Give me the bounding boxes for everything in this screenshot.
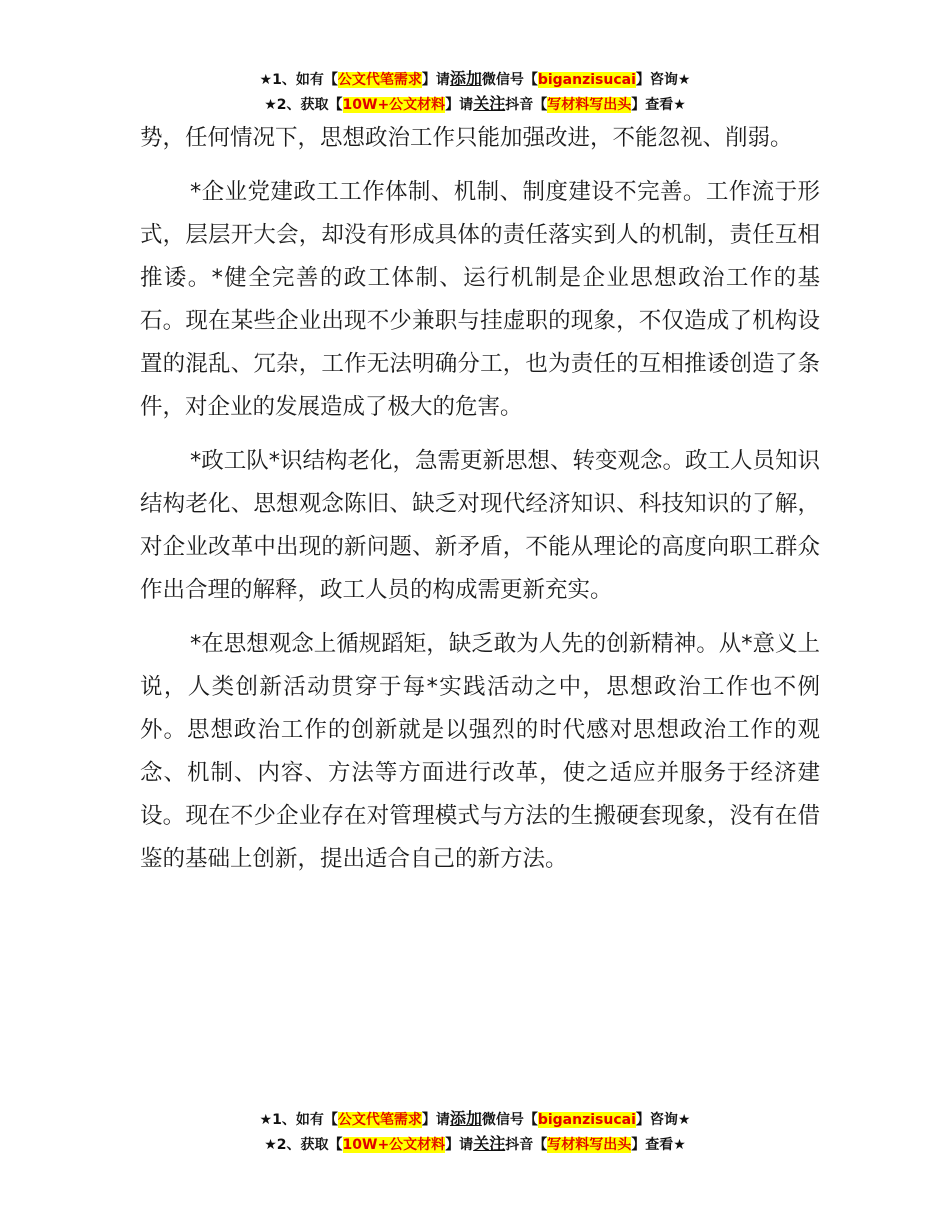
banner-text: 】咨询★ bbox=[635, 1112, 691, 1128]
document-body bbox=[140, 117, 820, 892]
banner-text: 】咨询★ bbox=[635, 72, 691, 88]
paragraph: *企业党建政工工作体制、机制、制度建设不完善。工作流于形式，层层开大会，却没有形成具体的责任落实到人的机制，责任互相推诿。*健全完善的政工体制、运行机制是企业思想政治工作的基石。现在某些企业出现不少兼职与挂虚职的现象，不仅造成了机构设置的混乱、冗杂，工作无法明确分工，也为责任的互相推诿创造了条件，对企业的发展造成了极大的危害。 bbox=[140, 179, 820, 420]
banner-text: 抖音【 bbox=[505, 1137, 548, 1153]
banner-line-1 bbox=[0, 1107, 950, 1132]
banner-text: ★1、如有【 bbox=[259, 72, 338, 88]
banner-text: 微信号【 bbox=[481, 72, 538, 88]
banner-text: 】请 bbox=[421, 1112, 450, 1128]
paragraph: 势，任何情况下，思想政治工作只能加强改进，不能忽视、削弱。 bbox=[140, 125, 793, 151]
banner-line-2 bbox=[0, 92, 950, 117]
banner-text: 】请 bbox=[421, 72, 450, 88]
paragraph: *政工队*识结构老化，急需更新思想、转变观念。政工人员知识结构老化、思想观念陈旧、缺乏对现代经济知识、科技知识的了解，对企业改革中出现的新问题、新矛盾，不能从理论的高度向职工群众作出合理的解释，政工人员的构成需更新充实。 bbox=[140, 448, 821, 603]
banner-text: ★1、如有【 bbox=[259, 1112, 338, 1128]
underlined-text: 关注 bbox=[473, 1134, 506, 1153]
banner-text: 】查看★ bbox=[631, 1137, 686, 1153]
highlight-wechat-id: biganzisucai bbox=[537, 72, 636, 88]
banner-line-2 bbox=[0, 1132, 950, 1157]
banner-text: 】查看★ bbox=[631, 97, 686, 113]
header-banner bbox=[0, 67, 950, 117]
highlight-douyin-account: 写材料写出头 bbox=[547, 97, 632, 113]
underlined-text: 添加 bbox=[449, 69, 482, 88]
banner-line-1 bbox=[0, 67, 950, 92]
underlined-text: 添加 bbox=[449, 1109, 482, 1128]
paragraph: *在思想观念上循规蹈矩，缺乏敢为人先的创新精神。从*意义上说，人类创新活动贯穿于每*实践活动之中，思想政治工作也不例外。思想政治工作的创新就是以强烈的时代感对思想政治工作的观念、机制、内容、方法等方面进行改革，使之适应并服务于经济建设。现在不少企业存在对管理模式与方法的生搬硬套现象，没有在借鉴的基础上创新，提出适合自己的新方法。 bbox=[140, 631, 821, 872]
banner-text: 抖音【 bbox=[505, 97, 548, 113]
banner-text: 微信号【 bbox=[481, 1112, 538, 1128]
banner-text: ★2、获取【 bbox=[264, 1137, 343, 1153]
banner-text: 】请 bbox=[445, 97, 474, 113]
banner-text: 】请 bbox=[445, 1137, 474, 1153]
highlight-douyin-account: 写材料写出头 bbox=[547, 1137, 632, 1153]
underlined-text: 关注 bbox=[473, 94, 506, 113]
highlight-materials: 10W+公文材料 bbox=[342, 1137, 446, 1153]
highlight-service: 公文代笔需求 bbox=[337, 1112, 422, 1128]
footer-banner bbox=[0, 1107, 950, 1157]
highlight-wechat-id: biganzisucai bbox=[537, 1112, 636, 1128]
highlight-service: 公文代笔需求 bbox=[337, 72, 422, 88]
highlight-materials: 10W+公文材料 bbox=[342, 97, 446, 113]
banner-text: ★2、获取【 bbox=[264, 97, 343, 113]
